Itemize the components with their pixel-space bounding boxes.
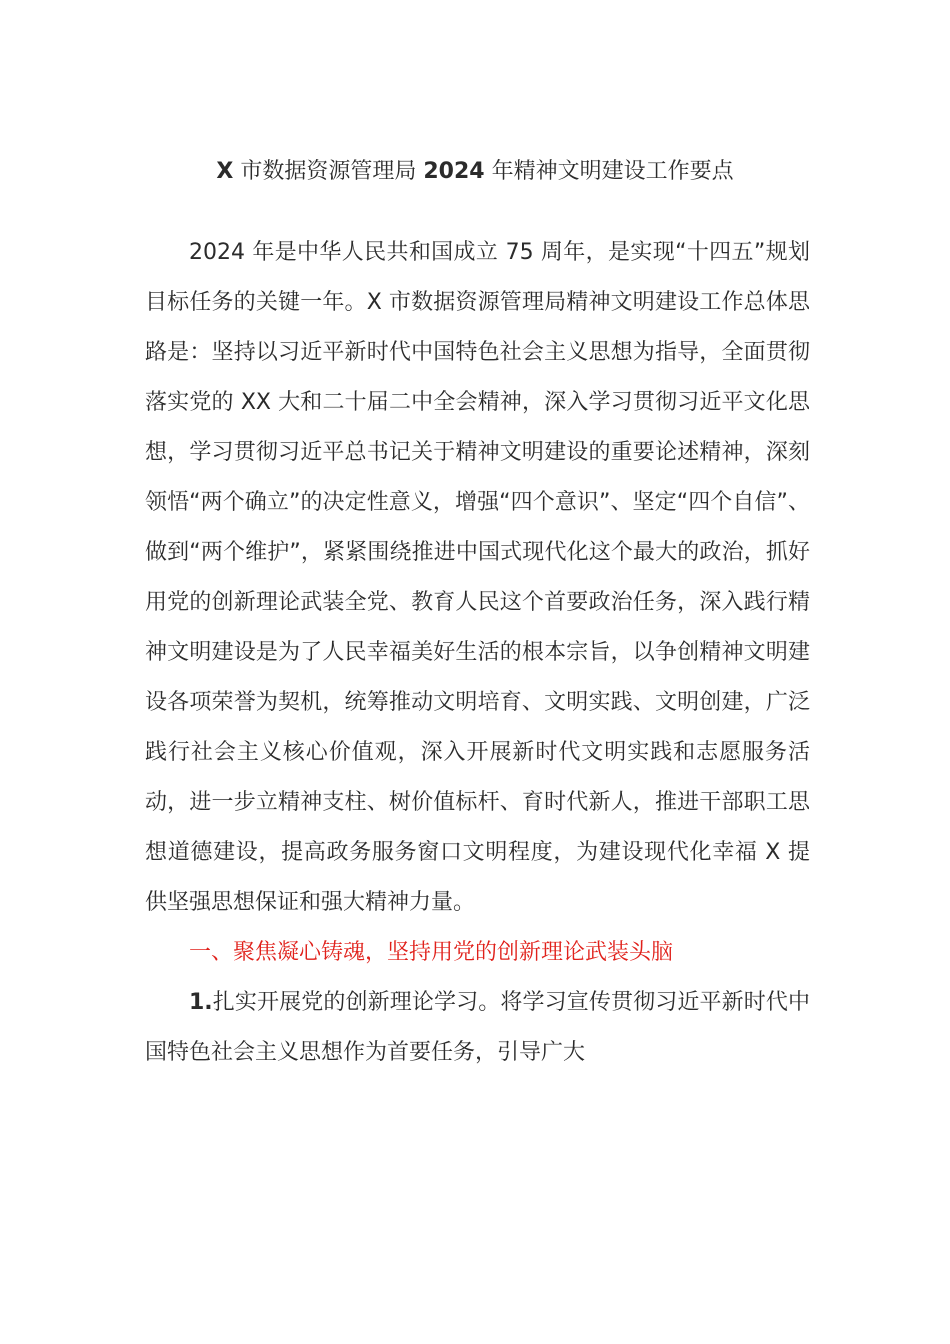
section-heading: 一、聚焦凝心铸魂，坚持用党的创新理论武装头脑 (189, 940, 674, 965)
item-paragraph (145, 978, 810, 1078)
item-number: 1. (189, 990, 213, 1015)
title-mid: 市数据资源管理局 (233, 159, 424, 184)
title-prefix: X (216, 159, 234, 184)
title-suffix: 年精神文明建设工作要点 (484, 159, 734, 184)
title-year: 2024 (423, 159, 485, 184)
document-body (145, 228, 810, 1078)
document-title (0, 152, 950, 192)
item-text: 扎实开展党的创新理论学习。将学习宣传贯彻习近平新时代中国特色社会主义思想作为首要任务，引导广大 (145, 990, 810, 1065)
intro-paragraph: 2024 年是中华人民共和国成立 75 周年，是实现“十四五”规划目标任务的关键一年。X 市数据资源管理局精神文明建设工作总体思路是：坚持以习近平新时代中国特色社会主义思想为指导，全面贯彻落实党的 XX 大和二十届二中全会精神，深入学习贯彻习近平文化思想，学习贯彻习近平总书记关于精神文明建设的重要论述精神，深刻领悟“两个确立”的决定性意义，增强“四个意识”、坚定“四个自信”、做到“两个维护”，紧紧围绕推进中国式现代化这个最大的政治，抓好用党的创新理论武装全党、教育人民这个首要政治任务，深入践行精神文明建设是为了人民幸福美好生活的根本宗旨，以争创精神文明建设各项荣誉为契机，统筹推动文明培育、文明实践、文明创建，广泛践行社会主义核心价值观，深入开展新时代文明实践和志愿服务活动，进一步立精神支柱、树价值标杆、育时代新人，推进干部职工思想道德建设，提高政务服务窗口文明程度，为建设现代化幸福 X 提供坚强思想保证和强大精神力量。 (145, 240, 810, 915)
